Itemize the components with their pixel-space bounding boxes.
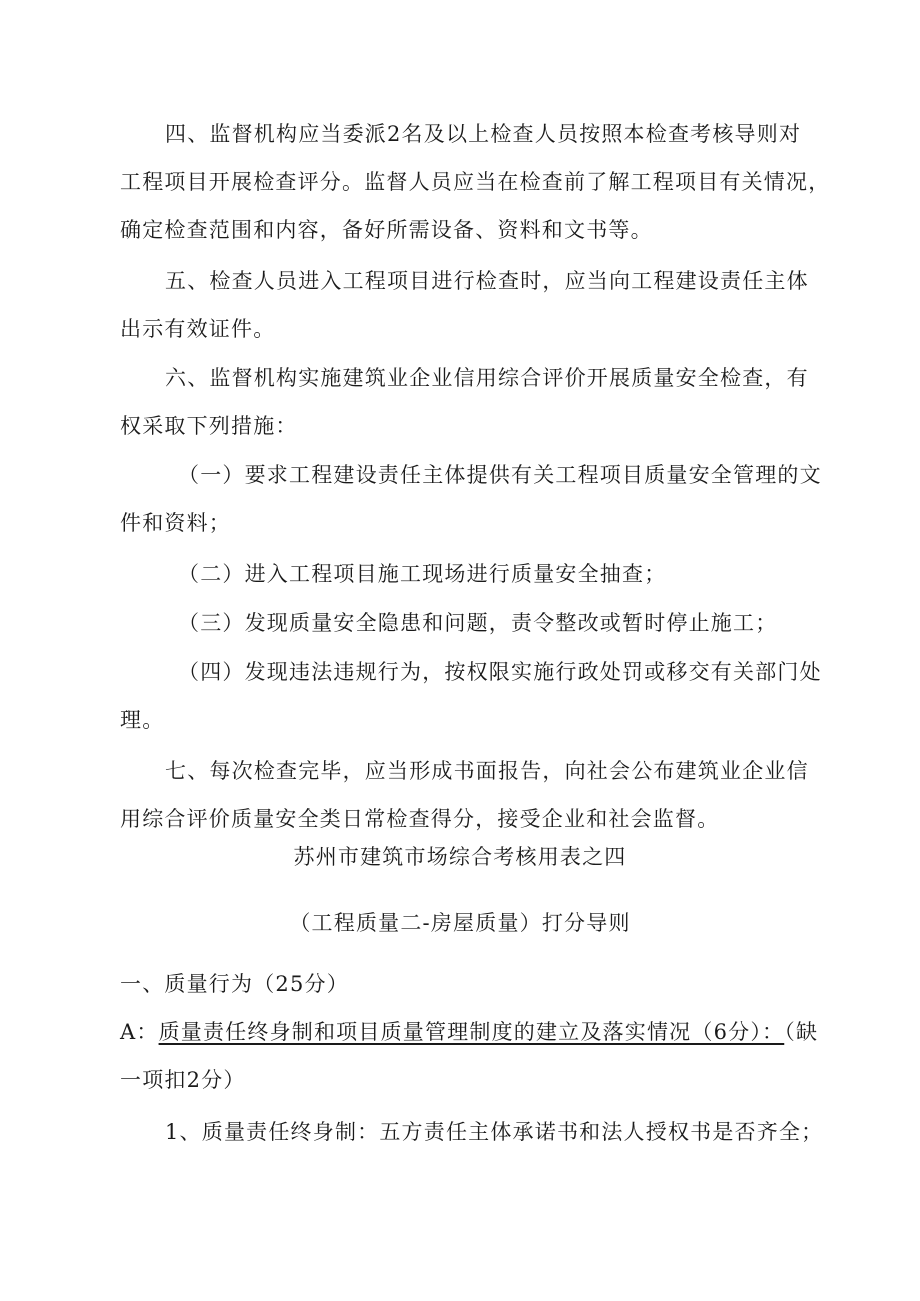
- item-a-line1: [120, 1018, 818, 1046]
- item-1: 1、质量责任终身制：五方责任主体承诺书和法人授权书是否齐全；: [165, 1120, 824, 1144]
- measure-3: （三）发现质量安全隐患和问题，责令整改或暂时停止施工；: [178, 611, 778, 635]
- para4-line3: 确定检查范围和内容，备好所需设备、资料和文书等。: [120, 218, 653, 242]
- para4-line2: 工程项目开展检查评分。监督人员应当在检查前了解工程项目有关情况，: [120, 170, 831, 194]
- item-a-note-end: 一项扣2分）: [120, 1068, 246, 1092]
- measure-4-line2: 理。: [120, 708, 165, 732]
- para5-line1: 五、检查人员进入工程项目进行检查时，应当向工程建设责任主体: [165, 269, 809, 293]
- para7-line2: 用综合评价质量安全类日常检查得分，接受企业和社会监督。: [120, 807, 720, 831]
- para4-line1: 四、监督机构应当委派2名及以上检查人员按照本检查考核导则对: [165, 122, 802, 146]
- section1-heading: 一、质量行为（25分）: [120, 972, 349, 996]
- item-a-title: 质量责任终身制和项目质量管理制度的建立及落实情况（6分）：: [158, 1020, 785, 1044]
- para7-line1: 七、每次检查完毕，应当形成书面报告，向社会公布建筑业企业信: [165, 759, 809, 783]
- measure-4-line1: （四）发现违法违规行为，按权限实施行政处罚或移交有关部门处: [178, 660, 822, 684]
- para5-line2: 出示有效证件。: [120, 317, 276, 341]
- measure-2: （二）进入工程项目施工现场进行质量安全抽查；: [178, 562, 667, 586]
- table-subtitle: （工程质量二-房屋质量）打分导则: [289, 911, 631, 935]
- measure-1-line2: 件和资料；: [120, 511, 231, 535]
- item-a-label: A：: [120, 1020, 159, 1044]
- item-a-note-start: （缺: [784, 1020, 819, 1044]
- para6-line2: 权采取下列措施：: [120, 414, 298, 438]
- table-title: 苏州市建筑市场综合考核用表之四: [293, 845, 627, 869]
- para6-line1: 六、监督机构实施建筑业企业信用综合评价开展质量安全检查，有: [165, 366, 809, 390]
- measure-1-line1: （一）要求工程建设责任主体提供有关工程项目质量安全管理的文: [178, 463, 822, 487]
